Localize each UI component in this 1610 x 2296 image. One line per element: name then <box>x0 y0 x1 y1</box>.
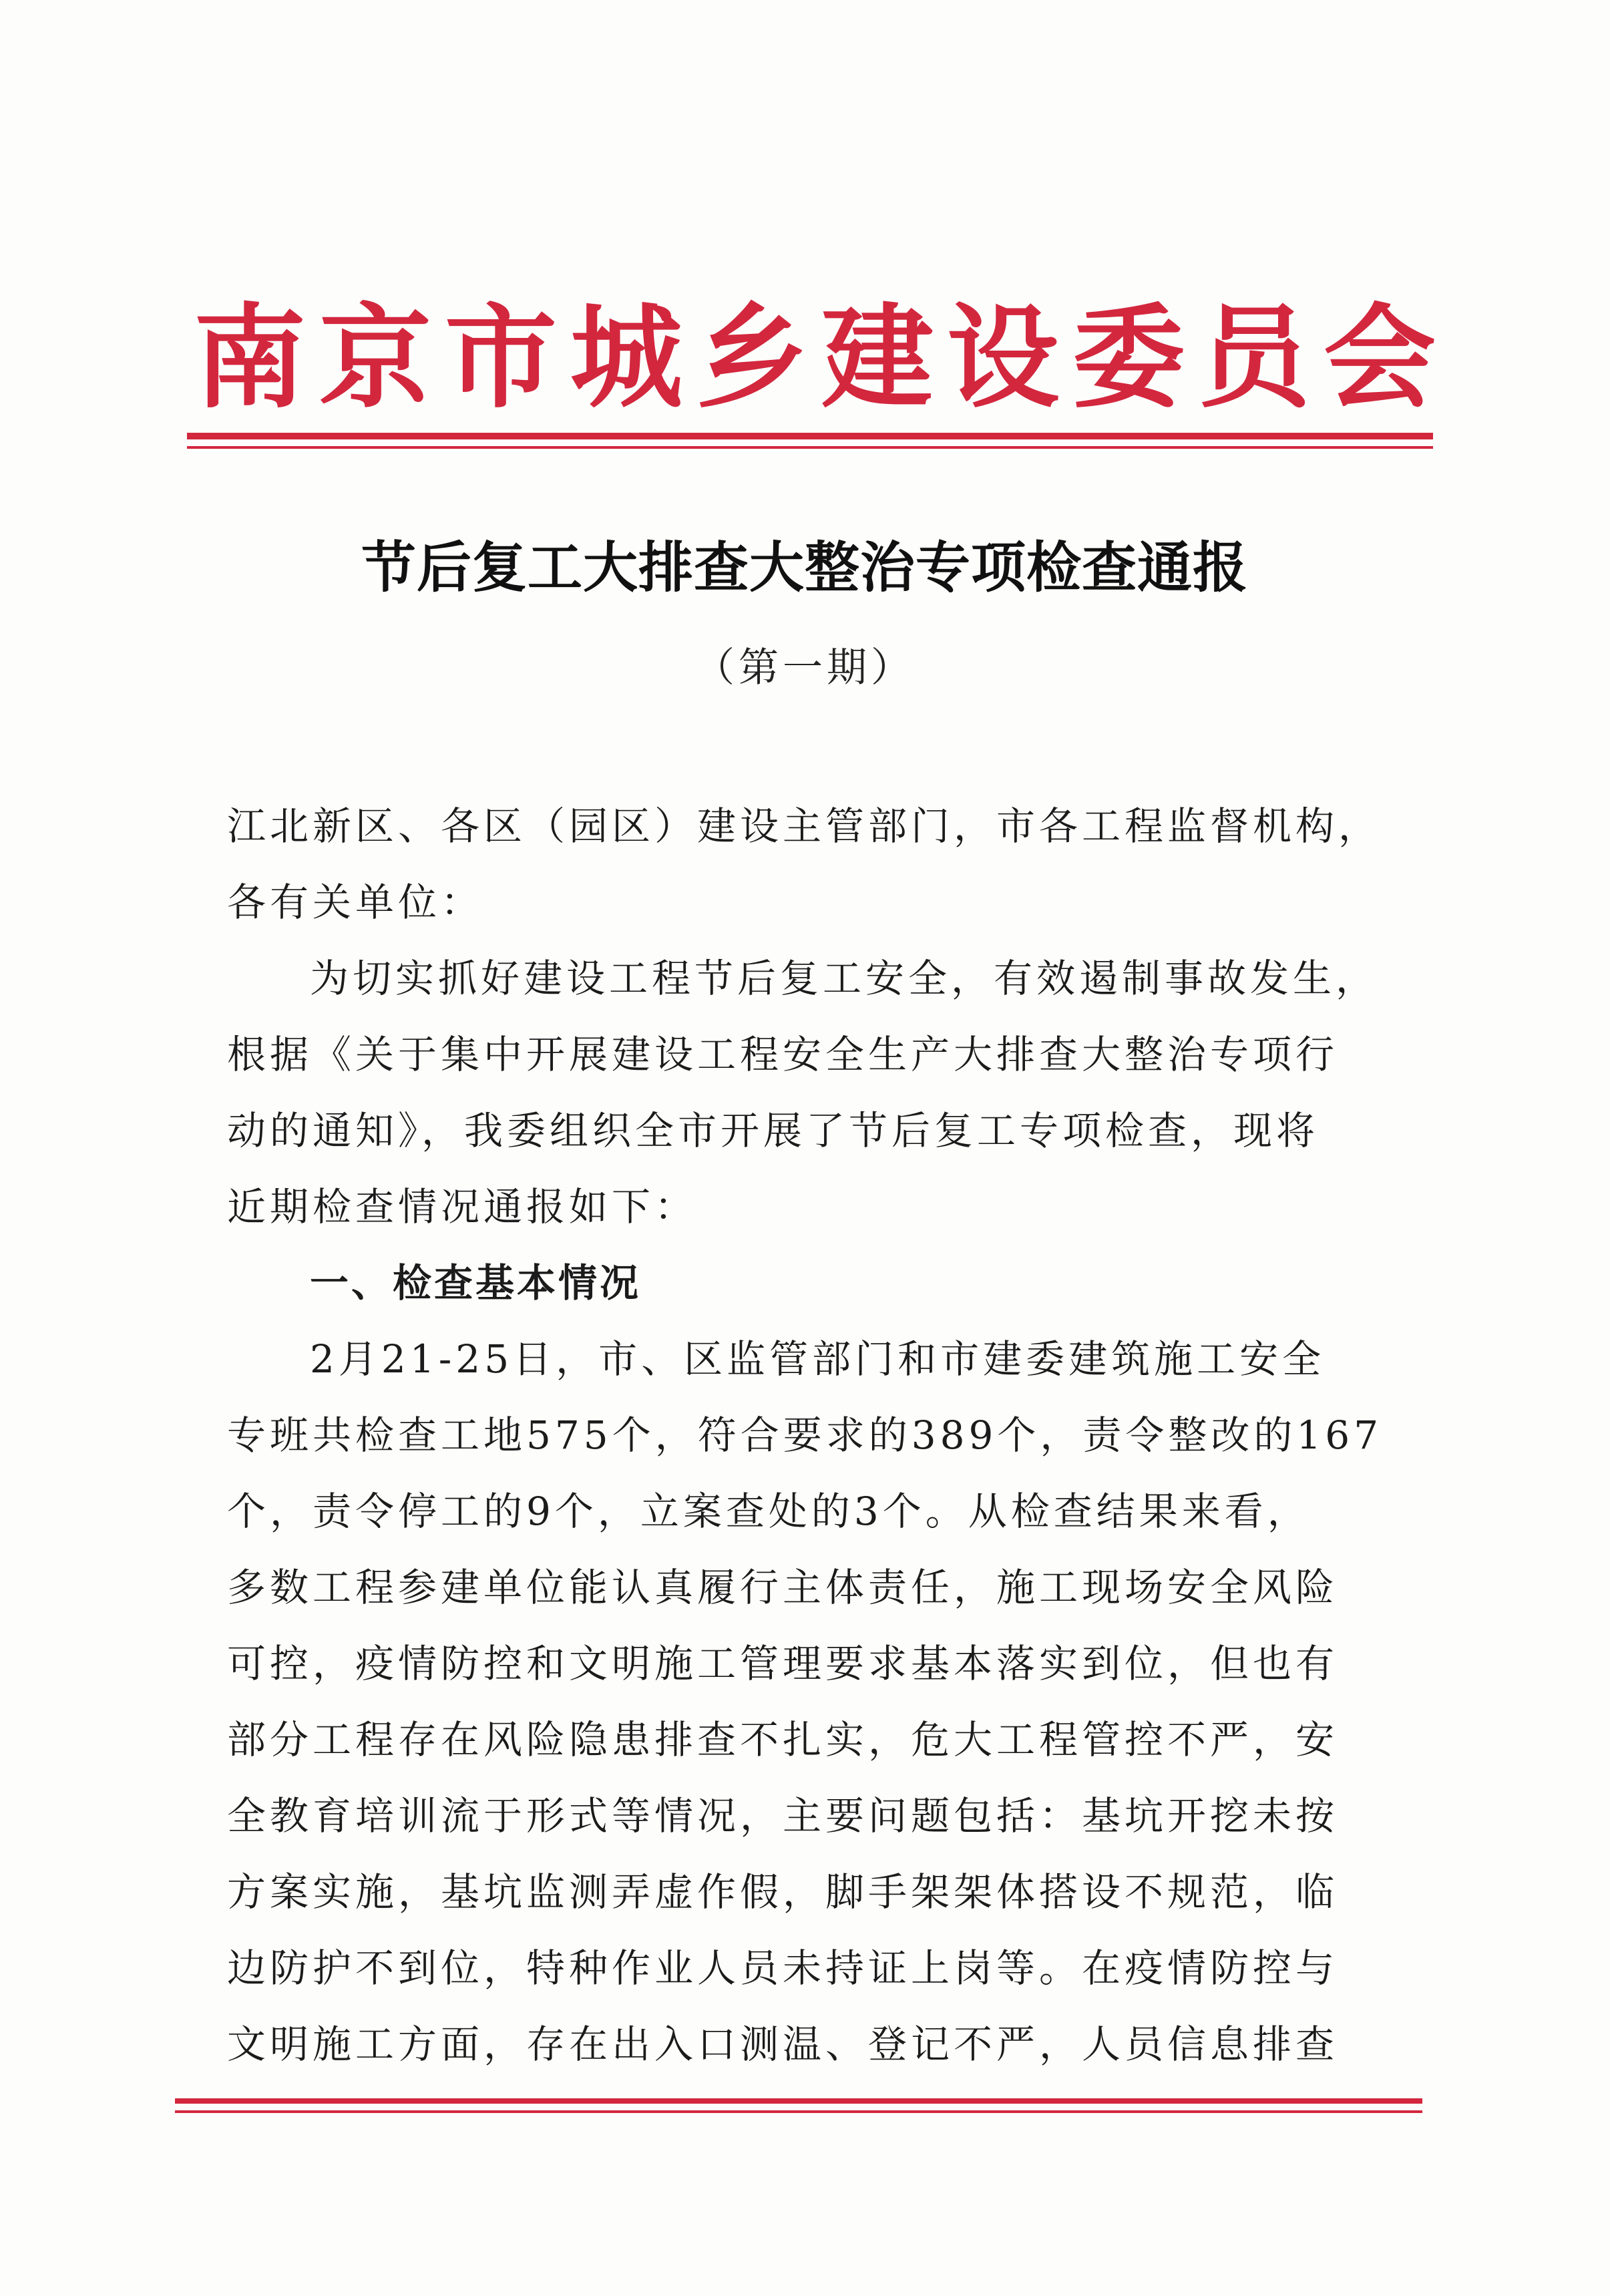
paragraph-line: 为切实抓好建设工程节后复工安全，有效遏制事故发生， <box>310 956 1379 1001</box>
letterhead-char: 委 <box>1072 291 1185 423</box>
letterhead-char: 城 <box>570 291 682 423</box>
paragraph-line: 全教育培训流于形式等情况，主要问题包括：基坑开挖未按 <box>227 1793 1339 1839</box>
document-title: 节后复工大排查大整治专项检查通报 <box>361 536 1248 600</box>
document-body <box>227 788 1382 2082</box>
letterhead-char: 京 <box>319 291 431 423</box>
paragraph-line: 边防护不到位，特种作业人员未持证上岗等。在疫情防控与 <box>227 1945 1339 1991</box>
letterhead-char: 市 <box>445 291 557 423</box>
section-heading: 一、检查基本情况 <box>310 1260 642 1306</box>
letterhead-char: 会 <box>1324 291 1436 423</box>
letterhead-divider-thick <box>187 433 1433 439</box>
letterhead-char: 建 <box>821 291 934 423</box>
paragraph-line: 文明施工方面，存在出入口测温、登记不严，人员信息排查 <box>227 2022 1339 2067</box>
addressee-line: 各有关单位： <box>227 880 484 925</box>
paragraph-line: 部分工程存在风险隐患排查不扎实，危大工程管控不严，安 <box>227 1717 1339 1762</box>
paragraph-line: 方案实施，基坑监测弄虚作假，脚手架架体搭设不规范，临 <box>227 1869 1339 1915</box>
letterhead-char: 设 <box>947 291 1059 423</box>
paragraph-line: 专班共检查工地575个，符合要求的389个，责令整改的167 <box>227 1412 1382 1458</box>
document-issue-number: （第一期） <box>694 644 915 691</box>
letterhead-divider-thin <box>187 446 1433 449</box>
letterhead-char: 乡 <box>696 291 808 423</box>
addressee-line: 江北新区、各区（园区）建设主管部门，市各工程监督机构， <box>227 803 1382 849</box>
paragraph-line: 动的通知》，我委组织全市开展了节后复工专项检查，现将 <box>227 1108 1320 1153</box>
footer-divider-thin <box>175 2110 1422 2113</box>
letterhead-char: 南 <box>194 291 306 423</box>
footer-divider-thick <box>175 2098 1422 2104</box>
paragraph-line: 近期检查情况通报如下： <box>227 1184 698 1229</box>
letterhead-char: 员 <box>1198 291 1310 423</box>
paragraph-line: 根据《关于集中开展建设工程安全生产大排查大整治专项行 <box>227 1032 1339 1077</box>
paragraph-line: 可控，疫情防控和文明施工管理要求基本落实到位，但也有 <box>227 1641 1339 1686</box>
letterhead-organization-name <box>194 284 1436 431</box>
paragraph-line: 个，责令停工的9个，立案查处的3个。从检查结果来看， <box>227 1489 1310 1534</box>
paragraph-line: 多数工程参建单位能认真履行主体责任，施工现场安全风险 <box>227 1565 1339 1610</box>
paragraph-line: 2月21-25日，市、区监管部门和市建委建筑施工安全 <box>310 1336 1326 1382</box>
